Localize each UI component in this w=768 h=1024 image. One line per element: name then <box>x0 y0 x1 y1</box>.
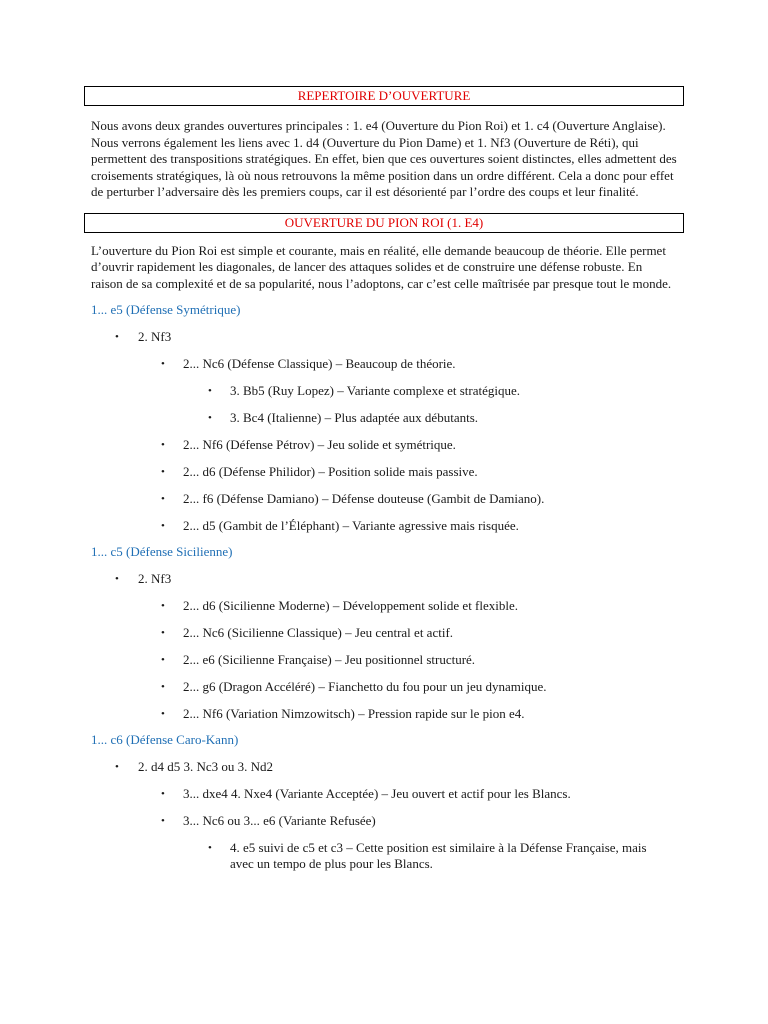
bullet-icon: • <box>161 520 165 532</box>
bullet-icon: • <box>115 761 119 773</box>
bullet-icon: • <box>161 600 165 612</box>
pion-roi-paragraph: L’ouverture du Pion Roi est simple et courante, mais en réalité, elle demande beaucoup de théorie. Elle permet d’ouvrir rapidement les diagonales, de lancer des attaques solides et de construire une défense robuste. En raison de sa complexité et de sa popularité, nous l’adoptons, car c’est celle maîtrisée par presque tout le monde. <box>91 242 672 291</box>
intro-line-1: Nous avons deux grandes ouvertures principales : 1. e4 (Ouverture du Pion Roi) et 1. c4 (Ouverture Anglaise). <box>91 118 666 133</box>
bullet-icon: • <box>161 815 165 827</box>
list-item: • 3. Bb5 (Ruy Lopez) – Variante complexe et stratégique. <box>208 383 521 398</box>
intro-paragraph <box>91 118 677 201</box>
list-item: • 2. Nf3 <box>115 571 172 586</box>
list-item: • 2... g6 (Dragon Accéléré) – Fianchetto du fou pour un jeu dynamique. <box>161 679 547 694</box>
list-item: • 3... Nc6 ou 3... e6 (Variante Refusée) <box>161 813 376 828</box>
list-item: • 3. Bc4 (Italienne) – Plus adaptée aux débutants. <box>208 410 479 425</box>
bullet-icon: • <box>161 681 165 693</box>
list-item: • 4. e5 suivi de c5 et c3 – Cette position est similaire à la Défense Française, mais avec un tempo de plus pour les Blancs. <box>208 840 647 871</box>
section-title-c6: 1... c6 (Défense Caro-Kann) <box>91 732 239 747</box>
list-item: • 2... Nf6 (Variation Nimzowitsch) – Pression rapide sur le pion e4. <box>161 706 525 721</box>
bullet-icon: • <box>115 331 119 343</box>
bullet-icon: • <box>161 708 165 720</box>
bullet-icon: • <box>208 385 212 397</box>
bullet-icon: • <box>161 627 165 639</box>
bullet-icon: • <box>208 842 212 854</box>
list-item: • 2. d4 d5 3. Nc3 ou 3. Nd2 <box>115 759 274 774</box>
section-title-c5: 1... c5 (Défense Sicilienne) <box>91 544 233 559</box>
section-title-e5: 1... e5 (Défense Symétrique) <box>91 302 241 317</box>
bullet-icon: • <box>161 493 165 505</box>
list-item: • 2... f6 (Défense Damiano) – Défense douteuse (Gambit de Damiano). <box>161 491 545 506</box>
bullet-icon: • <box>161 654 165 666</box>
list-item: • 2... e6 (Sicilienne Française) – Jeu positionnel structuré. <box>161 652 476 667</box>
list-item: • 2... Nc6 (Sicilienne Classique) – Jeu central et actif. <box>161 625 454 640</box>
list-item: • 2... Nf6 (Défense Pétrov) – Jeu solide et symétrique. <box>161 437 456 452</box>
list-item: • 2... Nc6 (Défense Classique) – Beaucoup de théorie. <box>161 356 456 371</box>
section-header-repertoire: REPERTOIRE D’OUVERTURE <box>84 86 684 106</box>
bullet-icon: • <box>161 439 165 451</box>
document-page <box>84 86 684 872</box>
intro-line-2: Nous verrons également les liens avec 1. d4 (Ouverture du Pion Dame) et 1. Nf3 (Ouverture de Réti), qui permettent des transpositions stratégiques. En effet, bien que ces ouvertures soient distinctes, elles admettent des croisements stratégiques, là où nous retrouvons la même position dans un ordre différent. Cela a donc pour effet de perturber l’adversaire dès les premiers coups, car il est désorienté par l’ordre des coups et leur finalité. <box>91 134 677 199</box>
bullet-icon: • <box>161 788 165 800</box>
bullet-icon: • <box>161 466 165 478</box>
list-item: • 2... d6 (Sicilienne Moderne) – Développement solide et flexible. <box>161 598 519 613</box>
list-item: • 2... d6 (Défense Philidor) – Position solide mais passive. <box>161 464 478 479</box>
list-item: • 2. Nf3 <box>115 329 172 344</box>
list-item: • 2... d5 (Gambit de l’Éléphant) – Variante agressive mais risquée. <box>161 518 519 533</box>
section-header-pion-roi: OUVERTURE DU PION ROI (1. E4) <box>84 213 684 233</box>
list-item: • 3... dxe4 4. Nxe4 (Variante Acceptée) – Jeu ouvert et actif pour les Blancs. <box>161 786 571 801</box>
bullet-icon: • <box>161 358 165 370</box>
bullet-icon: • <box>208 412 212 424</box>
bullet-icon: • <box>115 573 119 585</box>
